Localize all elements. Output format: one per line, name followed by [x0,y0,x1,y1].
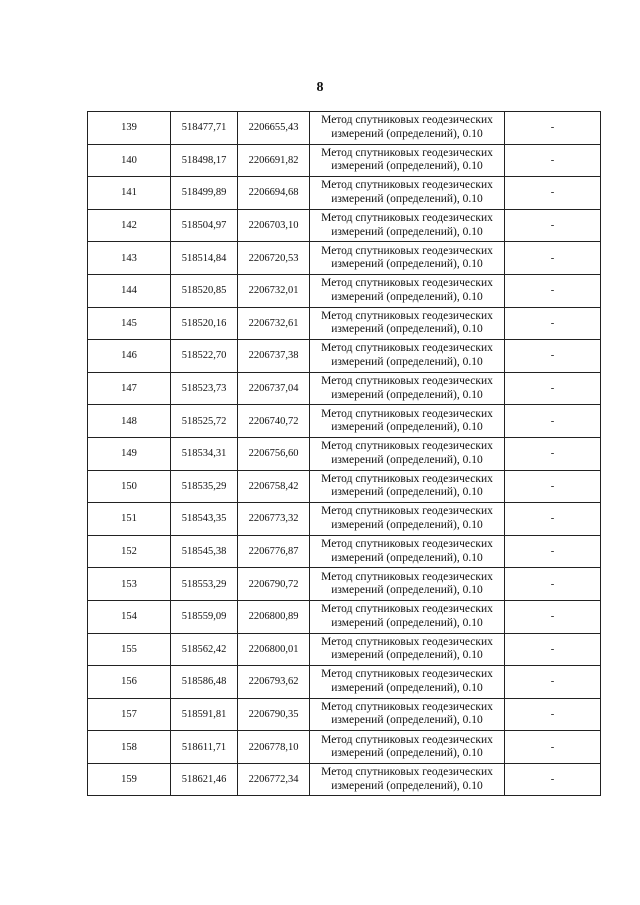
table-row [88,307,601,340]
method-line-1: Метод спутниковых геодезических [321,342,493,355]
method-line-1: Метод спутниковых геодезических [321,244,493,257]
point-number-cell: 152 [88,535,171,568]
x-coordinate-cell: 518591,81 [171,698,238,731]
note-cell: - [505,633,601,666]
table-row [88,503,601,536]
point-number-cell: 158 [88,731,171,764]
x-coordinate-cell: 518611,71 [171,731,238,764]
x-coordinate-cell: 518545,38 [171,535,238,568]
point-number-cell: 150 [88,470,171,503]
x-coordinate-cell: 518553,29 [171,568,238,601]
x-coordinate-cell: 518520,85 [171,274,238,307]
method-line-2: измерений (определений), 0.10 [331,681,483,694]
method-line-1: Метод спутниковых геодезических [321,505,493,518]
y-coordinate-cell: 2206737,38 [238,340,310,373]
method-cell [310,372,505,405]
method-cell [310,666,505,699]
method-cell [310,144,505,177]
table-row [88,698,601,731]
y-coordinate-cell: 2206773,32 [238,503,310,536]
method-line-1: Метод спутниковых геодезических [321,538,493,551]
note-cell: - [505,405,601,438]
method-cell [310,731,505,764]
coordinates-table-body [88,112,601,796]
method-line-2: измерений (определений), 0.10 [331,355,483,368]
point-number-cell: 140 [88,144,171,177]
method-line-1: Метод спутниковых геодезических [321,603,493,616]
point-number-cell: 146 [88,340,171,373]
method-cell [310,568,505,601]
note-cell: - [505,307,601,340]
table-row [88,274,601,307]
page-number: 8 [316,80,324,95]
note-cell: - [505,372,601,405]
note-cell: - [505,731,601,764]
note-cell: - [505,340,601,373]
method-line-2: измерений (определений), 0.10 [331,486,483,499]
table-row [88,177,601,210]
method-cell [310,698,505,731]
point-number-cell: 139 [88,112,171,145]
note-cell: - [505,209,601,242]
point-number-cell: 147 [88,372,171,405]
y-coordinate-cell: 2206691,82 [238,144,310,177]
method-cell [310,177,505,210]
point-number-cell: 144 [88,274,171,307]
coordinates-table [87,111,601,796]
method-line-2: измерений (определений), 0.10 [331,616,483,629]
y-coordinate-cell: 2206740,72 [238,405,310,438]
table-row [88,535,601,568]
point-number-cell: 148 [88,405,171,438]
y-coordinate-cell: 2206756,60 [238,437,310,470]
point-number-cell: 142 [88,209,171,242]
table-row [88,731,601,764]
method-line-2: измерений (определений), 0.10 [331,323,483,336]
y-coordinate-cell: 2206758,42 [238,470,310,503]
note-cell: - [505,568,601,601]
method-line-1: Метод спутниковых геодезических [321,309,493,322]
method-line-1: Метод спутниковых геодезических [321,668,493,681]
method-line-2: измерений (определений), 0.10 [331,388,483,401]
x-coordinate-cell: 518504,97 [171,209,238,242]
y-coordinate-cell: 2206720,53 [238,242,310,275]
method-line-1: Метод спутниковых геодезических [321,733,493,746]
y-coordinate-cell: 2206732,61 [238,307,310,340]
method-cell [310,274,505,307]
method-cell [310,437,505,470]
method-cell [310,470,505,503]
method-line-2: измерений (определений), 0.10 [331,779,483,792]
method-line-1: Метод спутниковых геодезических [321,407,493,420]
method-line-2: измерений (определений), 0.10 [331,290,483,303]
y-coordinate-cell: 2206800,89 [238,600,310,633]
note-cell: - [505,470,601,503]
method-cell [310,209,505,242]
method-cell [310,763,505,796]
method-line-2: измерений (определений), 0.10 [331,518,483,531]
method-cell [310,112,505,145]
y-coordinate-cell: 2206793,62 [238,666,310,699]
x-coordinate-cell: 518562,42 [171,633,238,666]
method-cell [310,405,505,438]
point-number-cell: 145 [88,307,171,340]
y-coordinate-cell: 2206694,68 [238,177,310,210]
y-coordinate-cell: 2206790,72 [238,568,310,601]
table-row [88,372,601,405]
method-line-2: измерений (определений), 0.10 [331,551,483,564]
point-number-cell: 157 [88,698,171,731]
y-coordinate-cell: 2206772,34 [238,763,310,796]
note-cell: - [505,666,601,699]
note-cell: - [505,144,601,177]
point-number-cell: 156 [88,666,171,699]
y-coordinate-cell: 2206800,01 [238,633,310,666]
note-cell: - [505,274,601,307]
x-coordinate-cell: 518522,70 [171,340,238,373]
note-cell: - [505,698,601,731]
method-line-1: Метод спутниковых геодезических [321,375,493,388]
table-row [88,144,601,177]
method-line-1: Метод спутниковых геодезических [321,700,493,713]
method-line-1: Метод спутниковых геодезических [321,635,493,648]
method-cell [310,633,505,666]
point-number-cell: 155 [88,633,171,666]
method-line-1: Метод спутниковых геодезических [321,146,493,159]
note-cell: - [505,535,601,568]
method-line-1: Метод спутниковых геодезических [321,766,493,779]
table-row [88,600,601,633]
method-line-1: Метод спутниковых геодезических [321,472,493,485]
method-line-1: Метод спутниковых геодезических [321,570,493,583]
table-row [88,437,601,470]
method-line-1: Метод спутниковых геодезических [321,114,493,127]
y-coordinate-cell: 2206655,43 [238,112,310,145]
point-number-cell: 149 [88,437,171,470]
method-line-2: измерений (определений), 0.10 [331,192,483,205]
x-coordinate-cell: 518520,16 [171,307,238,340]
x-coordinate-cell: 518535,29 [171,470,238,503]
table-row [88,763,601,796]
note-cell: - [505,242,601,275]
table-row [88,209,601,242]
x-coordinate-cell: 518621,46 [171,763,238,796]
x-coordinate-cell: 518499,89 [171,177,238,210]
method-cell [310,340,505,373]
method-cell [310,535,505,568]
method-line-2: измерений (определений), 0.10 [331,421,483,434]
method-cell [310,307,505,340]
table-row [88,112,601,145]
x-coordinate-cell: 518523,73 [171,372,238,405]
note-cell: - [505,503,601,536]
point-number-cell: 153 [88,568,171,601]
x-coordinate-cell: 518514,84 [171,242,238,275]
table-row [88,470,601,503]
table-row [88,633,601,666]
x-coordinate-cell: 518559,09 [171,600,238,633]
method-line-1: Метод спутниковых геодезических [321,179,493,192]
point-number-cell: 141 [88,177,171,210]
point-number-cell: 154 [88,600,171,633]
x-coordinate-cell: 518586,48 [171,666,238,699]
table-row [88,405,601,438]
note-cell: - [505,763,601,796]
y-coordinate-cell: 2206776,87 [238,535,310,568]
note-cell: - [505,437,601,470]
method-line-1: Метод спутниковых геодезических [321,440,493,453]
point-number-cell: 151 [88,503,171,536]
method-line-2: измерений (определений), 0.10 [331,747,483,760]
method-line-1: Метод спутниковых геодезических [321,277,493,290]
point-number-cell: 143 [88,242,171,275]
x-coordinate-cell: 518525,72 [171,405,238,438]
method-line-2: измерений (определений), 0.10 [331,127,483,140]
y-coordinate-cell: 2206737,04 [238,372,310,405]
note-cell: - [505,112,601,145]
method-line-2: измерений (определений), 0.10 [331,258,483,271]
table-row [88,568,601,601]
method-cell [310,242,505,275]
y-coordinate-cell: 2206778,10 [238,731,310,764]
table-row [88,242,601,275]
x-coordinate-cell: 518543,35 [171,503,238,536]
note-cell: - [505,600,601,633]
note-cell: - [505,177,601,210]
method-cell [310,600,505,633]
x-coordinate-cell: 518534,31 [171,437,238,470]
method-line-2: измерений (определений), 0.10 [331,160,483,173]
method-line-2: измерений (определений), 0.10 [331,714,483,727]
table-row [88,666,601,699]
method-line-2: измерений (определений), 0.10 [331,453,483,466]
table-row [88,340,601,373]
method-line-1: Метод спутниковых геодезических [321,212,493,225]
point-number-cell: 159 [88,763,171,796]
method-line-2: измерений (определений), 0.10 [331,584,483,597]
x-coordinate-cell: 518477,71 [171,112,238,145]
y-coordinate-cell: 2206732,01 [238,274,310,307]
method-line-2: измерений (определений), 0.10 [331,225,483,238]
method-cell [310,503,505,536]
y-coordinate-cell: 2206703,10 [238,209,310,242]
method-line-2: измерений (определений), 0.10 [331,649,483,662]
x-coordinate-cell: 518498,17 [171,144,238,177]
y-coordinate-cell: 2206790,35 [238,698,310,731]
